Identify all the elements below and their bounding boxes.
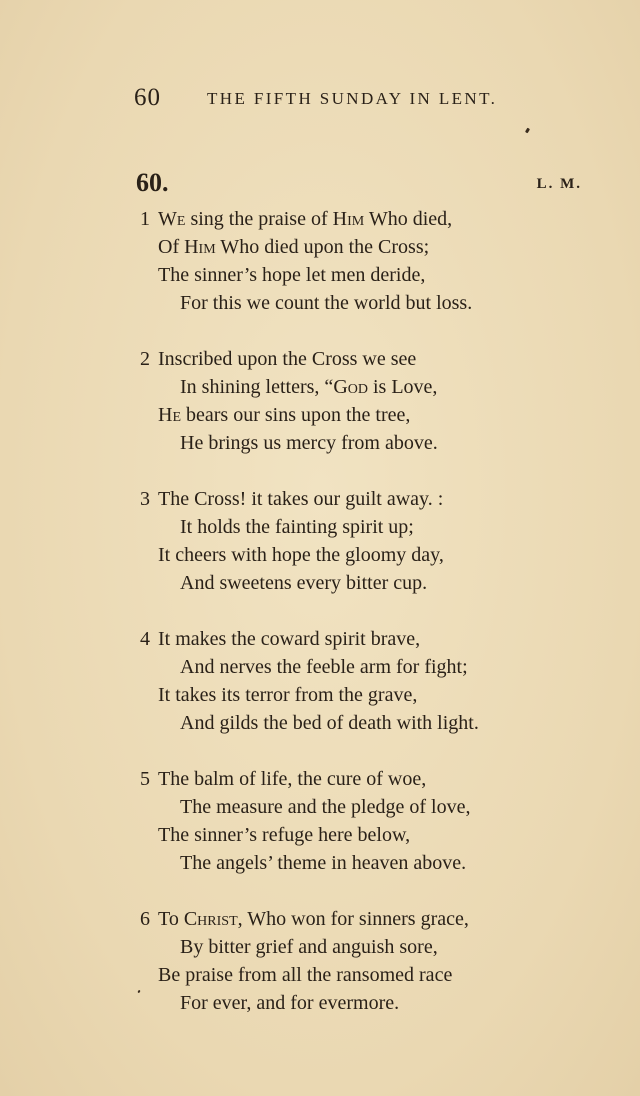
line-text: Inscribed upon the Cross we see [158, 348, 417, 370]
stanza-line: And sweetens every bitter cup. [180, 572, 428, 594]
line-text: Of [158, 236, 185, 258]
small-caps-word: Him [332, 208, 365, 230]
line-text: The Cross! it takes our guilt away. : [158, 488, 444, 510]
small-caps-word: We [158, 208, 186, 230]
stanza-line [140, 373, 437, 401]
stanza-6 [140, 905, 600, 1045]
line-text: Who died, [364, 208, 453, 230]
stanza-line [140, 485, 443, 513]
stanza-line: The sinner’s refuge here below, [158, 824, 411, 846]
stanza-line: It holds the fainting spirit up; [180, 516, 414, 538]
hymn-meter: L. M. [536, 176, 582, 192]
stanza-line [140, 401, 410, 429]
line-text: The balm of life, the cure of woe, [158, 768, 427, 790]
stanza-line: The measure and the pledge of love, [180, 796, 471, 818]
stanza-1 [140, 205, 600, 345]
stanza-line: The angels’ theme in heaven above. [180, 852, 467, 874]
small-caps-word: Him [184, 236, 216, 258]
line-text: To [158, 908, 184, 930]
stanza-line: It cheers with hope the gloomy day, [158, 544, 444, 566]
line-text: is Love, [367, 376, 438, 398]
line-text: , Who won for sinners grace, [237, 908, 469, 930]
stanza-number: 3 [140, 488, 150, 510]
stanza-line: He brings us mercy from above. [180, 432, 438, 454]
stanza-line: And nerves the feeble arm for fight; [180, 656, 468, 678]
stanza-number: 1 [140, 208, 150, 230]
stanza-line [140, 233, 429, 261]
hymn-text [140, 205, 600, 1045]
stanza-4 [140, 625, 600, 765]
line-text: Who died upon the Cross; [215, 236, 430, 258]
stanza-3 [140, 485, 600, 625]
stanza-line [140, 765, 426, 793]
stanza-line [140, 345, 416, 373]
running-title: THE FIFTH SUNDAY IN LENT. [207, 89, 498, 108]
line-text: In shining letters, “ [180, 376, 334, 398]
small-caps-word: God [333, 376, 368, 398]
stanza-line: It takes its terror from the grave, [158, 684, 418, 706]
stanza-line: For ever, and for evermore. [180, 992, 400, 1014]
stanza-line: Be praise from all the ransomed race [158, 964, 453, 986]
small-caps-word: He [158, 404, 181, 426]
small-caps-word: Christ [183, 908, 238, 930]
page-number: 60 [134, 84, 161, 111]
hymn-number: 60. [136, 168, 169, 197]
ink-speck [525, 128, 530, 134]
stanza-line: The sinner’s hope let men deride, [158, 264, 426, 286]
line-text: sing the praise of [185, 208, 333, 230]
stanza-number: 2 [140, 348, 150, 370]
line-text: bears our sins upon the tree, [181, 404, 411, 426]
stanza-5 [140, 765, 600, 905]
stanza-2 [140, 345, 600, 485]
stanza-line: And gilds the bed of death with light. [180, 712, 479, 734]
stanza-line: By bitter grief and anguish sore, [180, 936, 438, 958]
hymn-heading [136, 168, 582, 202]
stanza-line [140, 905, 469, 933]
stanza-number: 5 [140, 768, 150, 790]
line-text: It makes the coward spirit brave, [158, 628, 421, 650]
running-head [134, 84, 535, 114]
stanza-line [140, 625, 420, 653]
stanza-number: 6 [140, 908, 150, 930]
stanza-number: 4 [140, 628, 150, 650]
stanza-line [140, 205, 452, 233]
stanza-line: For this we count the world but loss. [180, 292, 473, 314]
